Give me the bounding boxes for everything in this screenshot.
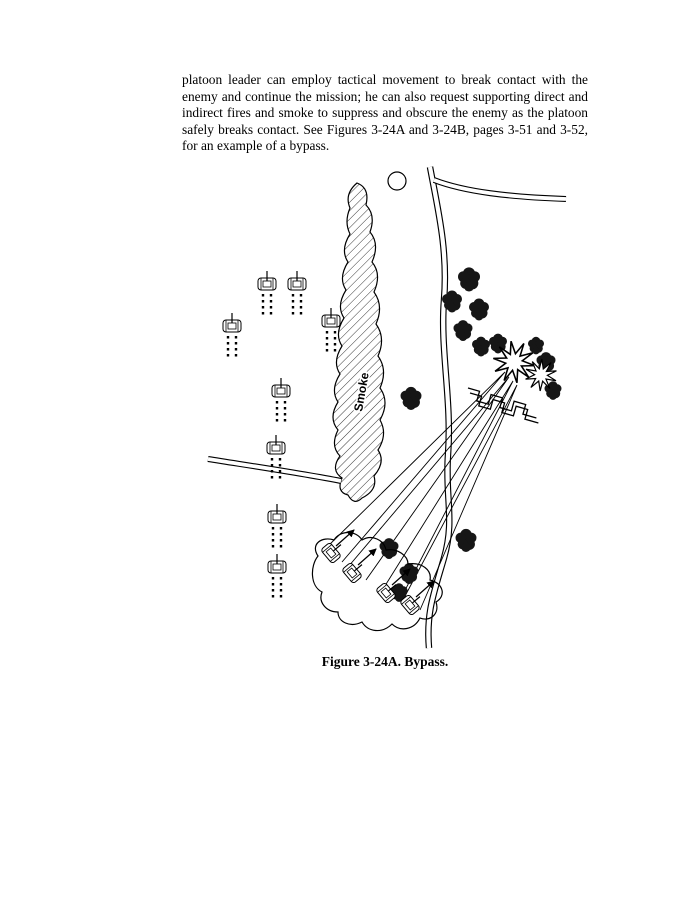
tank-icon xyxy=(258,271,276,317)
road-left xyxy=(208,459,341,481)
pond xyxy=(388,172,406,190)
tank-icon xyxy=(322,308,340,354)
road-main xyxy=(428,167,449,648)
tank-icon xyxy=(268,554,286,600)
tank-icon xyxy=(268,504,286,550)
body-paragraph: platoon leader can employ tactical movement to break contact with the enemy and continue the mission; he can also request supporting direct and indirect fires and smoke to suppress and obscure the enemy as the platoon safely breaks contact. See Figures 3-24A and 3-24B, pages 3-51 and 3-52, for an example of a bypass. xyxy=(182,72,588,154)
tank-icon xyxy=(267,435,285,481)
figure-caption: Figure 3-24A. Bypass. xyxy=(321,654,449,669)
tank-icon xyxy=(223,313,241,359)
smoke-area xyxy=(333,183,385,501)
tank-icon xyxy=(342,558,368,584)
smoke-label: Smoke xyxy=(351,371,372,413)
tank-icon xyxy=(321,538,347,564)
tank-icon xyxy=(288,271,306,317)
tank-icon xyxy=(272,378,290,424)
road-branch-top xyxy=(434,180,566,199)
